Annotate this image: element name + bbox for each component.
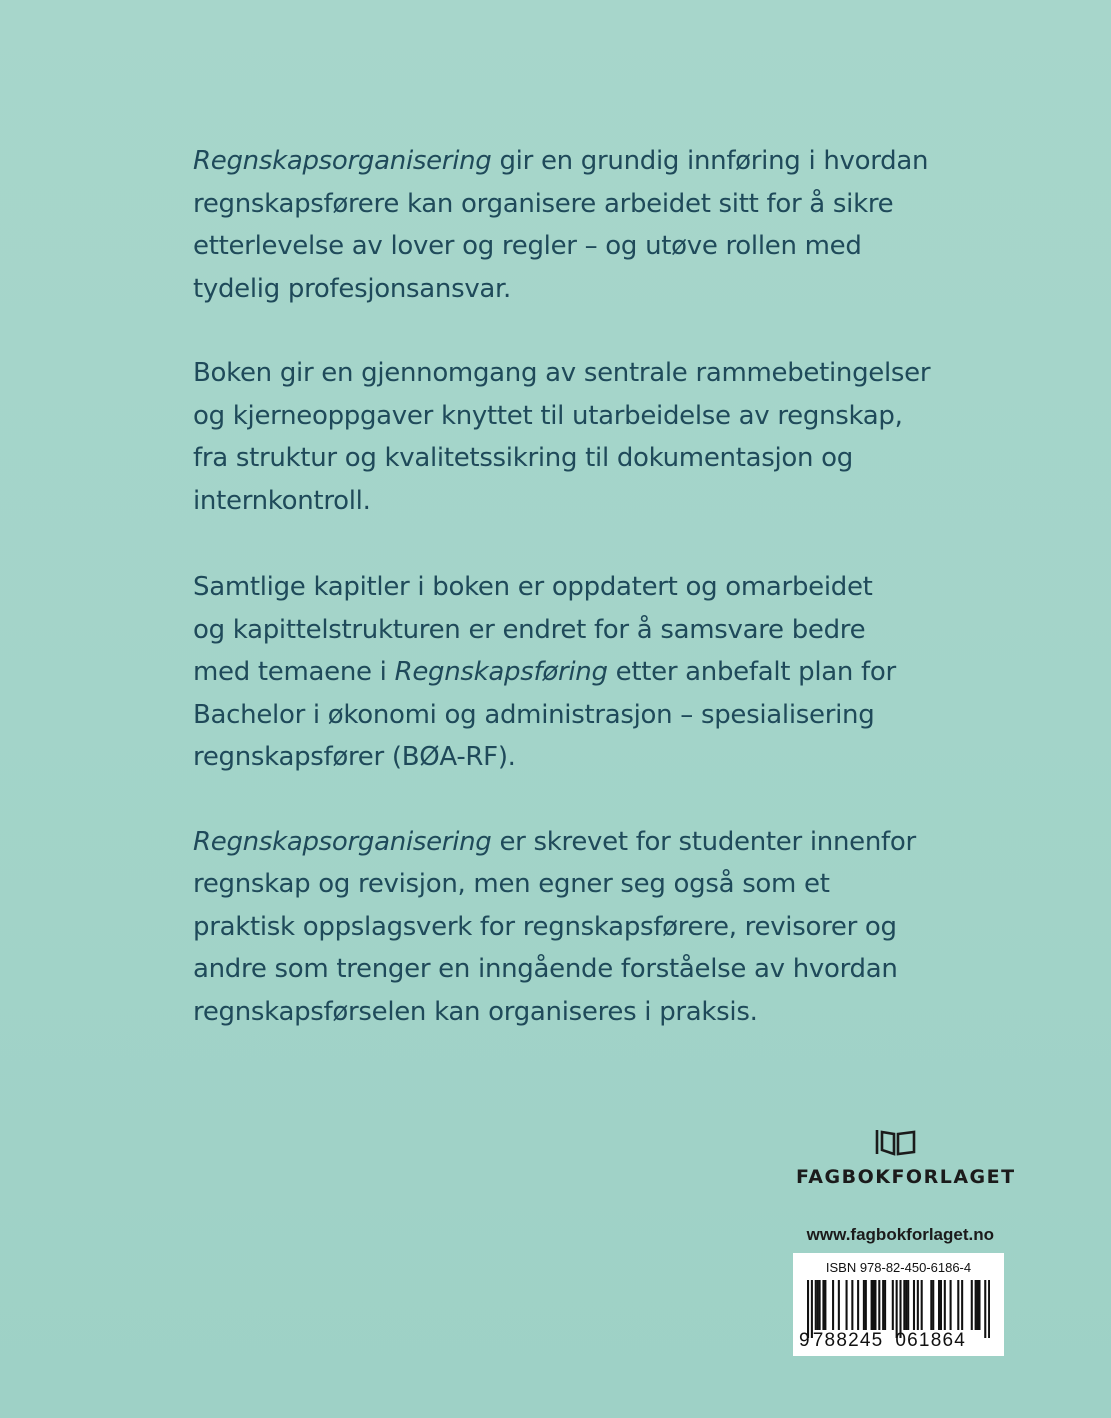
blurb-line: regnskapsfører (BØA-RF). — [193, 742, 516, 772]
barcode-bar — [832, 1280, 834, 1330]
barcode-bar — [961, 1280, 963, 1330]
blurb-paragraph-3 — [193, 566, 953, 779]
isbn-label: ISBN 978-82-450-6186-4 — [825, 1260, 972, 1275]
barcode-bar — [907, 1280, 909, 1330]
blurb-line: Samtlige kapitler i boken er oppdatert og omarbeidet — [193, 572, 873, 602]
book-title-italic: Regnskapsføring — [394, 657, 608, 687]
blurb-line-text: gir en grundig innføring i hvordan — [491, 146, 929, 176]
barcode-bar — [977, 1280, 979, 1330]
blurb-line: etterlevelse av lover og regler – og utøve rollen med — [193, 231, 862, 261]
barcode-bar — [857, 1280, 859, 1330]
barcode-bar — [872, 1280, 874, 1330]
barcode-bar — [878, 1280, 880, 1330]
barcode-bar — [871, 1280, 873, 1330]
blurb-paragraph-4 — [193, 821, 953, 1034]
barcode-bar — [863, 1280, 865, 1330]
barcode-bar — [921, 1280, 923, 1330]
back-cover-blurb — [193, 140, 953, 1075]
blurb-line: og kjerneoppgaver knyttet til utarbeidelse av regnskap, — [193, 400, 903, 431]
book-title-italic: Regnskapsorganisering — [193, 146, 492, 176]
barcode-bar — [950, 1280, 952, 1330]
barcode-bar — [892, 1280, 894, 1330]
blurb-line: praktisk oppslagsverk for regnskapsførere, revisorer og — [193, 911, 897, 942]
blurb-line: regnskapsførselen kan organiseres i praksis. — [193, 996, 758, 1027]
blurb-line: Bachelor i økonomi og administrasjon – spesialisering — [193, 699, 875, 730]
open-book-icon — [874, 1128, 918, 1156]
barcode-bar — [882, 1280, 884, 1330]
barcode-bar — [884, 1280, 886, 1330]
barcode-bar — [903, 1280, 905, 1330]
barcode-bar — [913, 1280, 915, 1330]
barcode-bar — [838, 1280, 840, 1330]
blurb-line: internkontroll. — [193, 485, 371, 516]
barcode-bar — [971, 1280, 973, 1330]
blurb-line-prefix: med temaene i — [193, 657, 395, 687]
blurb-line — [193, 651, 953, 694]
blurb-line: og kapittelstrukturen er endret for å samsvare bedre — [193, 614, 866, 645]
barcode-bar — [851, 1280, 853, 1330]
publisher-website: www.fagbokforlaget.no — [806, 1225, 994, 1244]
blurb-line: regnskapsførere kan organisere arbeidet sitt for å sikre — [193, 188, 894, 219]
isbn-barcode — [793, 1253, 1004, 1356]
blurb-line: fra struktur og kvalitetssikring til dokumentasjon og — [193, 443, 853, 473]
barcode-bar — [817, 1280, 819, 1330]
barcode-bar — [819, 1280, 821, 1330]
book-title-italic: Regnskapsorganisering — [193, 826, 492, 857]
publisher-name: FAGBOKFORLAGET — [796, 1166, 1016, 1188]
barcode-bar — [874, 1280, 876, 1330]
barcode-lead-digit: 9 — [799, 1330, 811, 1351]
barcode-right-digits: 061864 — [895, 1330, 966, 1351]
blurb-line-text: etter anbefalt plan for — [607, 657, 896, 687]
barcode-bar — [944, 1280, 946, 1330]
publisher-logo — [796, 1128, 1016, 1188]
barcode-bar — [930, 1280, 932, 1330]
barcode-bar — [984, 1280, 986, 1338]
barcode-bar — [938, 1280, 940, 1330]
barcode-bar — [988, 1280, 990, 1338]
blurb-line — [193, 821, 953, 864]
blurb-paragraph-2 — [193, 352, 953, 522]
blurb-paragraph-1 — [193, 140, 953, 310]
barcode-bar — [957, 1280, 959, 1330]
blurb-line-text: er skrevet for studenter innenfor — [491, 826, 916, 857]
barcode-bar — [940, 1280, 942, 1330]
blurb-line: andre som trenger en inngående forståelse av hvordan — [193, 954, 898, 984]
barcode-bar — [932, 1280, 934, 1330]
barcode-bar — [846, 1280, 848, 1330]
blurb-line: regnskap og revisjon, men egner seg også som et — [193, 869, 830, 899]
barcode-bar — [815, 1280, 817, 1330]
blurb-line: tydelig profesjonsansvar. — [193, 273, 512, 304]
blurb-line — [193, 140, 953, 183]
barcode-bar — [905, 1280, 907, 1330]
barcode-bar — [975, 1280, 977, 1330]
barcode-digits — [799, 1330, 966, 1352]
barcode-left-digits: 788245 — [812, 1330, 884, 1351]
barcode-bar — [978, 1280, 980, 1330]
blurb-line: Boken gir en gjennomgang av sentrale rammebetingelser — [193, 358, 931, 388]
barcode-bar — [824, 1280, 826, 1330]
barcode-bar — [865, 1280, 867, 1330]
barcode-bar — [917, 1280, 919, 1330]
barcode-bar — [822, 1280, 824, 1330]
